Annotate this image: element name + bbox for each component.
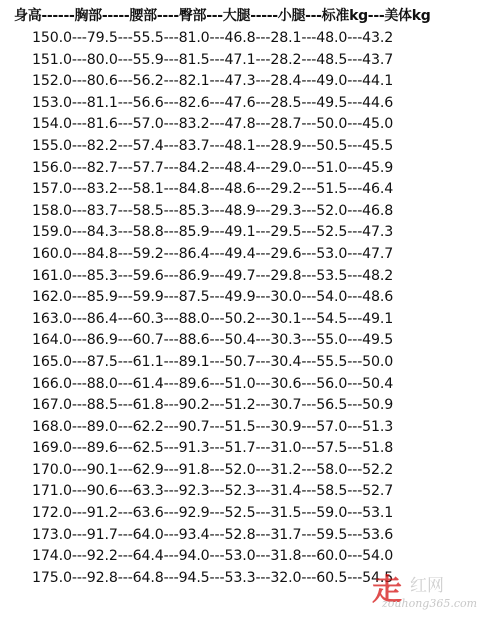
table-row: 152.0---80.6---56.2---82.1---47.3---28.4---49.0---44.1 [32,73,394,90]
table-rows [32,28,393,589]
table-row: 156.0---82.7---57.7---84.2---48.4---29.0---51.0---45.9 [32,159,394,176]
table-row: 173.0---91.7---64.0---93.4---52.8---31.7---59.5---53.6 [32,526,394,543]
table-row: 159.0---84.3---58.8---85.9---49.1---29.5---52.5---47.3 [32,224,394,241]
table-row: 170.0---90.1---62.9---91.8---52.0---31.2---58.0---52.2 [32,461,394,478]
table-row: 164.0---86.9---60.7---88.6---50.4---30.3---55.0---49.5 [32,332,394,349]
watermark-logo: 走 [372,573,402,608]
table-row: 160.0---84.8---59.2---86.4---49.4---29.6---53.0---47.7 [32,245,394,262]
table-row: 172.0---91.2---63.6---92.9---52.5---31.5---59.0---53.1 [32,505,394,522]
table-row: 175.0---92.8---64.8---94.5---53.3---32.0---60.5---54.5 [32,569,394,586]
table-row: 167.0---88.5---61.8---90.2---51.2---30.7---56.5---50.9 [32,397,394,414]
table-row: 168.0---89.0---62.2---90.7---51.5---30.9---57.0---51.3 [32,418,394,435]
table-row: 157.0---83.2---58.1---84.8---48.6---29.2---51.5---46.4 [32,181,394,198]
table-row: 154.0---81.6---57.0---83.2---47.8---28.7---50.0---45.0 [32,116,394,133]
table-row: 153.0---81.1---56.6---82.6---47.6---28.5---49.5---44.6 [32,94,394,111]
table-row: 161.0---85.3---59.6---86.9---49.7---29.8---53.5---48.2 [32,267,394,284]
table-row: 165.0---87.5---61.1---89.1---50.7---30.4---55.5---50.0 [32,353,394,370]
table-row: 158.0---83.7---58.5---85.3---48.9---29.3---52.0---46.8 [32,202,394,219]
table-row: 155.0---82.2---57.4---83.7---48.1---28.9---50.5---45.5 [32,137,394,154]
watermark-site-name: 红网 [410,576,444,596]
table-row: 150.0---79.5---55.5---81.0---46.8---28.1---48.0---43.2 [32,30,394,46]
table-row: 169.0---89.6---62.5---91.3---51.7---31.0---57.5---51.8 [32,440,394,457]
table-row: 163.0---86.4---60.3---88.0---50.2---30.1---54.5---49.1 [32,310,394,327]
table-header: 身高------胸部-----腰部----臀部---大腿-----小腿---标准kg---美体kg [14,8,431,24]
table-row: 162.0---85.9---59.9---87.5---49.9---30.0---54.0---48.6 [32,289,394,306]
table-row: 151.0---80.0---55.9---81.5---47.1---28.2---48.5---43.7 [32,51,394,68]
watermark [372,569,490,613]
table-row: 166.0---88.0---61.4---89.6---51.0---30.6---56.0---50.4 [32,375,394,392]
watermark-domain: zouhong365.com [382,597,478,610]
table-row: 174.0---92.2---64.4---94.0---53.0---31.8---60.0---54.0 [32,548,394,565]
table-row: 171.0---90.6---63.3---92.3---52.3---31.4---58.5---52.7 [32,483,394,500]
